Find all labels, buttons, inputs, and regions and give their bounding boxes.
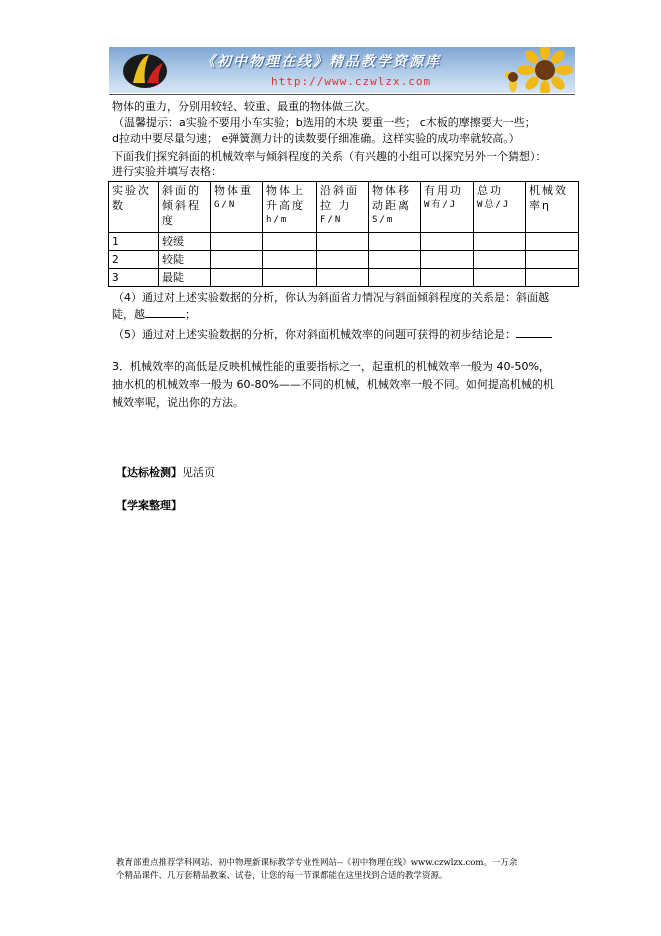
trial-number-cell: 2 — [109, 251, 159, 269]
question-5-line: （5）通过对上述实验数据的分析，你对斜面机械效率的问题可获得的初步结论是： — [113, 327, 552, 342]
empty-cell[interactable] — [317, 269, 369, 287]
text-line-3: d拉动中要尽量匀速； e弹簧测力计的读数要仔细准确。这样实验的成功率就较高。） — [112, 132, 520, 145]
footer-line-2: 个精品课件、几万套精品教案、试卷，让您的每一节课都能在这里找到合适的教学资源。 — [116, 871, 448, 881]
trial-number-cell: 1 — [109, 233, 159, 251]
empty-cell[interactable] — [369, 251, 421, 269]
text-line-5: 进行实验并填写表格： — [112, 165, 222, 178]
empty-cell[interactable] — [317, 233, 369, 251]
empty-cell[interactable] — [474, 269, 526, 287]
empty-cell[interactable] — [474, 251, 526, 269]
incline-cell: 较缓 — [159, 233, 211, 251]
question-3-line-1: 3．机械效率的高低是反映机械性能的重要指标之一，起重机的机械效率一般为 40-50%， — [112, 360, 550, 373]
header-useful-work: 有用功 W有/J — [421, 182, 474, 233]
empty-cell[interactable] — [369, 269, 421, 287]
header-lift-height: 物体上 升高度 h/m — [263, 182, 317, 233]
header-trial-number: 实验次 数 — [109, 182, 159, 233]
empty-cell[interactable] — [421, 233, 474, 251]
banner-url: http://www.czwlzx.com — [271, 75, 432, 88]
empty-cell[interactable] — [211, 269, 263, 287]
header-rule — [109, 94, 575, 95]
header-efficiency: 机械效 率η — [526, 182, 579, 233]
empty-cell[interactable] — [421, 251, 474, 269]
table-header-row — [109, 182, 579, 233]
question-3-line-3: 械效率呢，说出你的方法。 — [112, 396, 244, 409]
site-logo-icon — [119, 49, 171, 91]
footer-line-1: 教育部重点推荐学科网站、初中物理新课标教学专业性网站--《初中物理在线》www.czwlzx.com。一万余 — [116, 858, 518, 868]
header-object-weight: 物体重 G/N — [211, 182, 263, 233]
table-row — [109, 269, 579, 287]
text-line-1: 物体的重力，分别用较轻、较重、最重的物体做三次。 — [112, 100, 376, 113]
header-pull-force: 沿斜面 拉 力 F/N — [317, 182, 369, 233]
empty-cell[interactable] — [526, 251, 579, 269]
empty-cell[interactable] — [474, 233, 526, 251]
check-section — [116, 466, 215, 480]
trial-number-cell: 3 — [109, 269, 159, 287]
empty-cell[interactable] — [317, 251, 369, 269]
empty-cell[interactable] — [211, 251, 263, 269]
table-row — [109, 233, 579, 251]
header-banner — [109, 47, 575, 93]
question-3-line-2: 抽水机的机械效率一般为 60-80%——不同的机械，机械效率一般不同。如何提高机械的机 — [112, 378, 554, 391]
header-move-distance: 物体移 动距离 S/m — [369, 182, 421, 233]
empty-cell[interactable] — [369, 233, 421, 251]
check-section-label: 【达标检测】 — [116, 466, 182, 479]
answer-blank-4[interactable] — [145, 307, 185, 318]
experiment-table — [108, 181, 579, 287]
empty-cell[interactable] — [421, 269, 474, 287]
table-row — [109, 251, 579, 269]
empty-cell[interactable] — [211, 233, 263, 251]
question-4-line-2: 陡，越 ； — [112, 308, 196, 321]
check-section-text: 见活页 — [182, 466, 215, 479]
answer-blank-5[interactable] — [516, 327, 552, 338]
empty-cell[interactable] — [263, 251, 317, 269]
empty-cell[interactable] — [263, 233, 317, 251]
empty-cell[interactable] — [263, 269, 317, 287]
question-4-line-1: （4）通过对上述实验数据的分析，你认为斜面省力情况与斜面倾斜程度的关系是：斜面越 — [113, 291, 549, 304]
header-total-work: 总功 W总/J — [474, 182, 526, 233]
empty-cell[interactable] — [526, 269, 579, 287]
empty-cell[interactable] — [526, 233, 579, 251]
incline-cell: 较陡 — [159, 251, 211, 269]
text-line-2: （温馨提示：a实验不要用小车实验；b选用的木块 要重一些； c木板的摩擦要大一些； — [113, 116, 536, 129]
sunflower-icon — [505, 47, 575, 93]
header-incline-degree: 斜面的 倾斜程 度 — [159, 182, 211, 233]
incline-cell: 最陡 — [159, 269, 211, 287]
banner-title: 《初中物理在线》精品教学资源库 — [201, 54, 441, 70]
text-line-4: 下面我们探究斜面的机械效率与倾斜程度的关系（有兴趣的小组可以探究另外一个猜想）： — [112, 150, 547, 163]
summary-section-label: 【学案整理】 — [116, 499, 182, 512]
